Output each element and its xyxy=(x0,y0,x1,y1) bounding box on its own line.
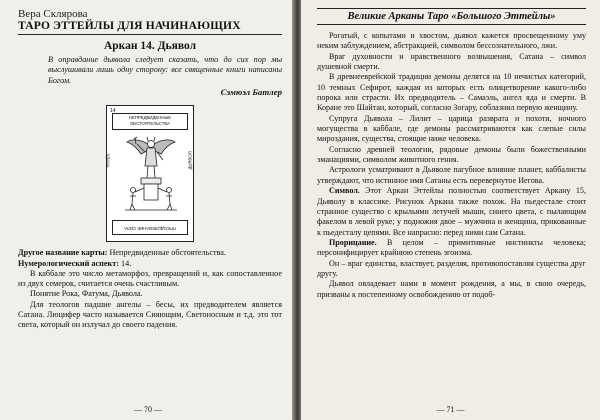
epigraph-author: Сэмюэл Батлер xyxy=(220,87,282,98)
paragraph: В каббале это число метаморфоз, превращений и, как сопоставленное из двух семерок, считается очень счастливым. xyxy=(18,268,282,289)
page-number-right: — 71 — xyxy=(436,405,465,414)
paragraph: Он – враг единства, властвует, разделяя, противопоставляя существа друг другу. xyxy=(317,258,586,278)
paragraph: Рогатый, с копытами и хвостом, дьявол кажется просвещенному уму неким заблуждением, абстракцией, символом бессознательного, лжи. xyxy=(317,31,586,51)
epigraph: В оправдание дьявола следует сказать, что до сих пор мы выслушивали лишь одну сторону: все священные книги написаны Богом. xyxy=(48,55,282,85)
card-top-label: НЕПРЕДВИДЕННЫЕ ОБСТОЯТЕЛЬСТВА xyxy=(112,113,188,130)
prophecy-paragraph: Прорицание. В целом – примитивные инстинкты человека; персонифицирует крайнюю степень эгоизма. xyxy=(317,237,586,258)
card-left-label: УДАЧА xyxy=(105,153,111,168)
paragraph: Согласно древней теологии, рядовые демоны были божественными эманациями, символом животного гения. xyxy=(317,144,586,165)
paragraph: Дьявол овладевает нами в момент рождения, а мы, в свою очередь, призваны к постепенному освобождению от подоб- xyxy=(317,279,586,299)
numerology-line: Нумерологический аспект: 14. xyxy=(18,258,132,268)
page-number-left: — 70 — xyxy=(134,405,162,414)
symbol-paragraph: Символ. Этот Аркан Эттейлы полностью соответствует Аркану 15, Дьяволу в классике. Рисунок Аркана также похож. На пьедестале стоит странное существо с крыльями летучей мыши, синего цвета, с пылающим факелом в левой руке; у подножия двое – мужчина и женщина, прикованные к пьедесталу цепями. Все напрасно: перед ними сам Сатана. xyxy=(317,186,586,237)
tarot-card xyxy=(106,105,194,242)
book-title: ТАРО ЭТТЕЙЛЫ ДЛЯ НАЧИНАЮЩИХ xyxy=(18,20,282,35)
left-page xyxy=(0,0,296,420)
card-bottom-label: ПРЕОДОЛЕВАНИЕ СИЛА xyxy=(112,220,188,235)
paragraph: Враг духовности и нравственного возвышения, Сатана – символ душевной смерти. xyxy=(317,51,586,72)
author-name: Вера Склярова xyxy=(18,8,88,20)
devil-illustration xyxy=(121,132,181,212)
right-page xyxy=(301,0,600,420)
card-number: 14 xyxy=(110,108,116,115)
paragraph: В древнееврейской традиции демоны делятся на 10 нечистых категорий, 10 темных Сефирот, каждая из которых есть олицетворение какого-либо порока или страсти. Их предводитель – Самаэль, ангел яда и смерти. В Коране это Шайтан, который, согласно Зогару, соблазнил первую женщину. xyxy=(317,72,586,113)
alt-name-line: Другое название карты: Непредвиденные обстоятельства. xyxy=(18,248,226,258)
arcana-title: Аркан 14. Дьявол xyxy=(103,40,197,52)
paragraph: Астрологи усматривают в Дьяволе пагубное влияние планет, каббалисты утверждают, что истинное имя Сатаны есть перевернутое Иегова. xyxy=(317,165,586,185)
paragraph: Для теологов падшие ангелы – бесы, их предводителем является Сатана. Люцифер часто называется Сияющим, Светоносным и т.д. это тот света, который он излучал до своего падения. xyxy=(18,299,282,330)
running-head: Великие Арканы Таро «Большого Эттейлы» xyxy=(317,8,586,25)
card-right-label: ДЬЯВОЛ xyxy=(187,151,193,170)
paragraph: Понятие Рока, Фатума, Дьявола. xyxy=(30,289,143,299)
tarot-card-figure xyxy=(18,105,282,242)
paragraph: Супруга Дьявола – Лилит – царица разврата и похоти, ночного могущества в каббале, где демоны рассматриваются как слепые силы мироздания, существа, стоящие ниже человека. xyxy=(317,113,586,144)
